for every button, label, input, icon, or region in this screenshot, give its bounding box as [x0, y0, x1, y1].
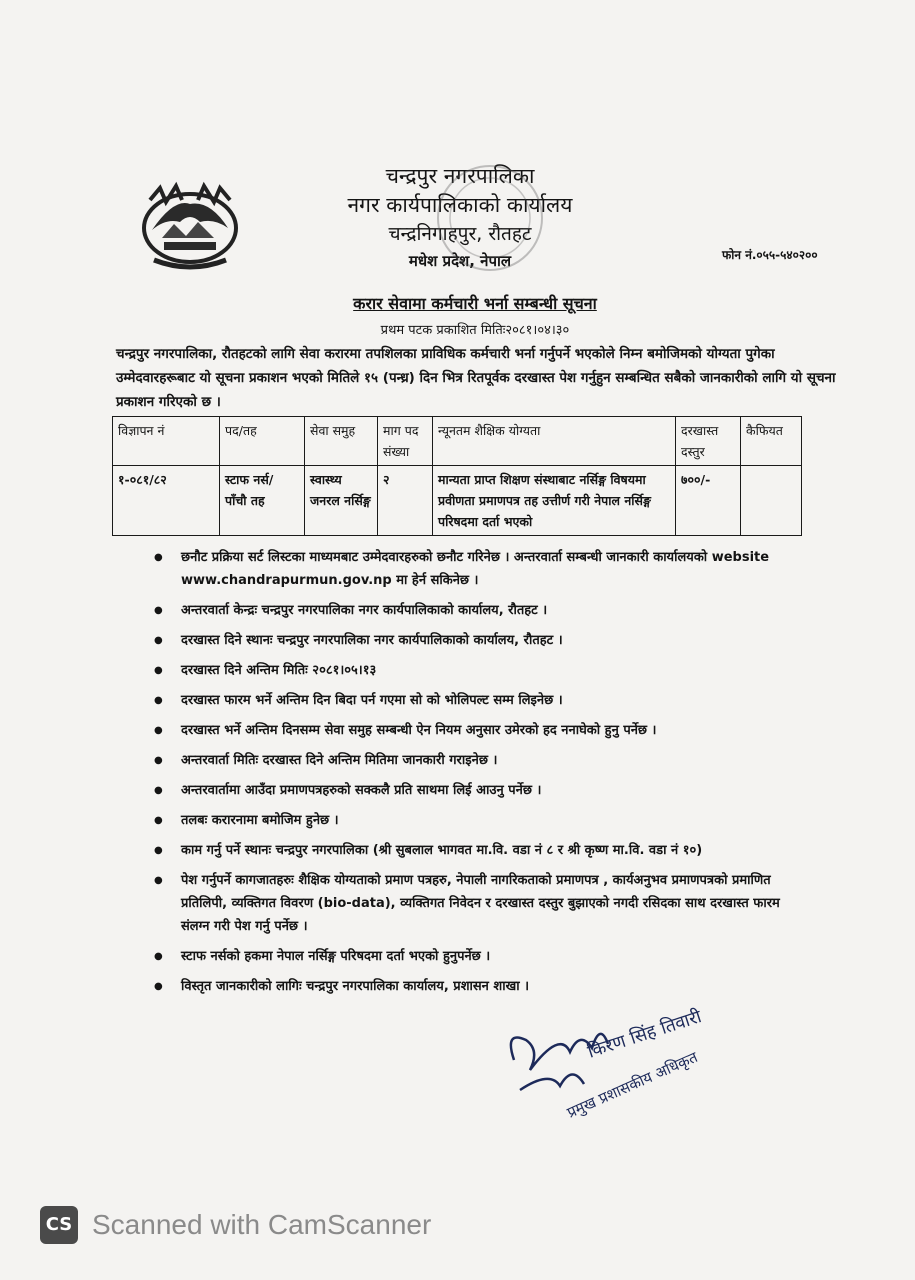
col-qualification: न्यूनतम शैक्षिक योग्यता	[433, 417, 676, 466]
col-remarks: कैफियत	[741, 417, 802, 466]
vacancy-table	[112, 416, 802, 536]
list-item: ● काम गर्नु पर्ने स्थानः चन्द्रपुर नगरपालिका (श्री सुबलाल भागवत मा.वि. वडा नं ८ र श्री कृष्ण मा.वि. वडा नं १०)	[152, 839, 812, 862]
cell-count: २	[378, 466, 433, 536]
notice-title: करार सेवामा कर्मचारी भर्ना सम्बन्धी सूचना	[353, 294, 597, 313]
province-country: मधेश प्रदेश, नेपाल	[408, 252, 512, 270]
col-ad-no: विज्ञापन नं	[113, 417, 220, 466]
col-fee: दरखास्त दस्तुर	[676, 417, 741, 466]
municipality-name: चन्द्रपुर नगरपालिका	[385, 164, 535, 188]
published-date: प्रथम पटक प्रकाशित मितिः२०८१।०४।३०	[380, 323, 570, 338]
list-item: ● दरखास्त भर्ने अन्तिम दिनसम्म सेवा समुह सम्बन्धी ऐन नियम अनुसार उमेरको हद ननाघेको हुनु पर्नेछ ।	[152, 719, 812, 742]
cell-qualification: मान्यता प्राप्त शिक्षण संस्थाबाट नर्सिङ्ग विषयमा प्रवीणता प्रमाणपत्र तह उत्तीर्ण गरी नेपाल नर्सिङ्ग परिषदमा दर्ता भएको	[433, 466, 676, 536]
office-location: चन्द्रनिगाहपुर, रौतहट	[388, 223, 532, 245]
cell-remarks	[741, 466, 802, 536]
cell-ad-no: १-०८१/८२	[113, 466, 220, 536]
list-item: ● दरखास्त दिने स्थानः चन्द्रपुर नगरपालिका नगर कार्यपालिकाको कार्यालय, रौतहट ।	[152, 629, 812, 652]
list-item: ● विस्तृत जानकारीको लागिः चन्द्रपुर नगरपालिका कार्यालय, प्रशासन शाखा ।	[152, 975, 812, 998]
conditions-list	[152, 546, 812, 1005]
list-item: ● दरखास्त फारम भर्ने अन्तिम दिन बिदा पर्न गएमा सो को भोलिपल्ट सम्म लिइनेछ ।	[152, 689, 812, 712]
phone-number: फोन नं.०५५-५४०२००	[722, 248, 818, 262]
list-item: ● अन्तरवार्ता केन्द्रः चन्द्रपुर नगरपालिका नगर कार्यपालिकाको कार्यालय, रौतहट ।	[152, 599, 812, 622]
col-post: पद/तह	[220, 417, 305, 466]
notice-intro: चन्द्रपुर नगरपालिका, रौतहटको लागि सेवा करारमा तपशिलका प्राविधिक कर्मचारी भर्ना गर्नुपर्ने भएकोले निम्न बमोजिमको योग्यता पुगेका उम्मेदवारहरूबाट यो सूचना प्रकाशन भएको मितिले १५ (पन्ध्र) दिन भित्र रितपूर्वक दरखास्त पेश गर्नुहुन सम्बन्धित सबैको जानकारीको लागि यो सूचना प्रकाशन गरिएको छ ।	[116, 346, 836, 410]
camscanner-watermark: Scanned with CamScanner	[92, 1209, 432, 1240]
col-count: माग पद संख्या	[378, 417, 433, 466]
svg-text:किरण सिंह तिवारी: किरण सिंह तिवारी	[585, 1006, 705, 1063]
list-item: ● स्टाफ नर्सको हकमा नेपाल नर्सिङ्ग परिषदमा दर्ता भएको हुनुपर्नेछ ।	[152, 945, 812, 968]
list-item: ● अन्तरवार्ता मितिः दरखास्त दिने अन्तिम मितिमा जानकारी गराइनेछ ।	[152, 749, 812, 772]
cell-fee: ७००/-	[676, 466, 741, 536]
list-item: ● छनौट प्रक्रिया सर्ट लिस्टका माध्यमबाट उम्मेदवारहरुको छनौट गरिनेछ । अन्तरवार्ता सम्बन्धी जानकारी कार्यालयको website www.chandrapurmun.gov.np मा हेर्न सकिनेछ ।	[152, 546, 812, 592]
list-item: ● पेश गर्नुपर्ने कागजातहरुः शैक्षिक योग्यताको प्रमाण पत्रहरु, नेपाली नागरिकताको प्रमाणपत्र , कार्यअनुभव प्रमाणपत्रको प्रमाणित प्रतिलिपी, व्यक्तिगत विवरण (bio-data), व्यक्तिगत निवेदन र दरखास्त दस्तुर बुझाएको नगदी रसिदका साथ दरखास्त फारम संलग्न गरी पेश गर्नु पर्नेछ ।	[152, 869, 812, 938]
cell-post: स्टाफ नर्स/ पाँचौ तह	[220, 466, 305, 536]
nepal-emblem-icon	[134, 178, 246, 272]
list-item: ● तलबः करारनामा बमोजिम हुनेछ ।	[152, 809, 812, 832]
col-service: सेवा समुह	[305, 417, 378, 466]
list-item: ● अन्तरवार्तामा आउँदा प्रमाणपत्रहरुको सक्कलै प्रति साथमा लिई आउनु पर्नेछ ।	[152, 779, 812, 802]
signature-icon	[500, 1000, 740, 1130]
svg-text:प्रमुख प्रशासकीय अधिकृत: प्रमुख प्रशासकीय अधिकृत	[564, 1047, 701, 1122]
table-header-row	[113, 417, 802, 466]
list-item: ● दरखास्त दिने अन्तिम मितिः २०८१।०५।१३	[152, 659, 812, 682]
office-stamp-icon	[430, 158, 550, 278]
office-name: नगर कार्यपालिकाको कार्यालय	[347, 193, 573, 217]
camscanner-logo: CS	[40, 1206, 78, 1244]
cell-service: स्वास्थ्य जनरल नर्सिङ्ग	[305, 466, 378, 536]
table-row	[113, 466, 802, 536]
